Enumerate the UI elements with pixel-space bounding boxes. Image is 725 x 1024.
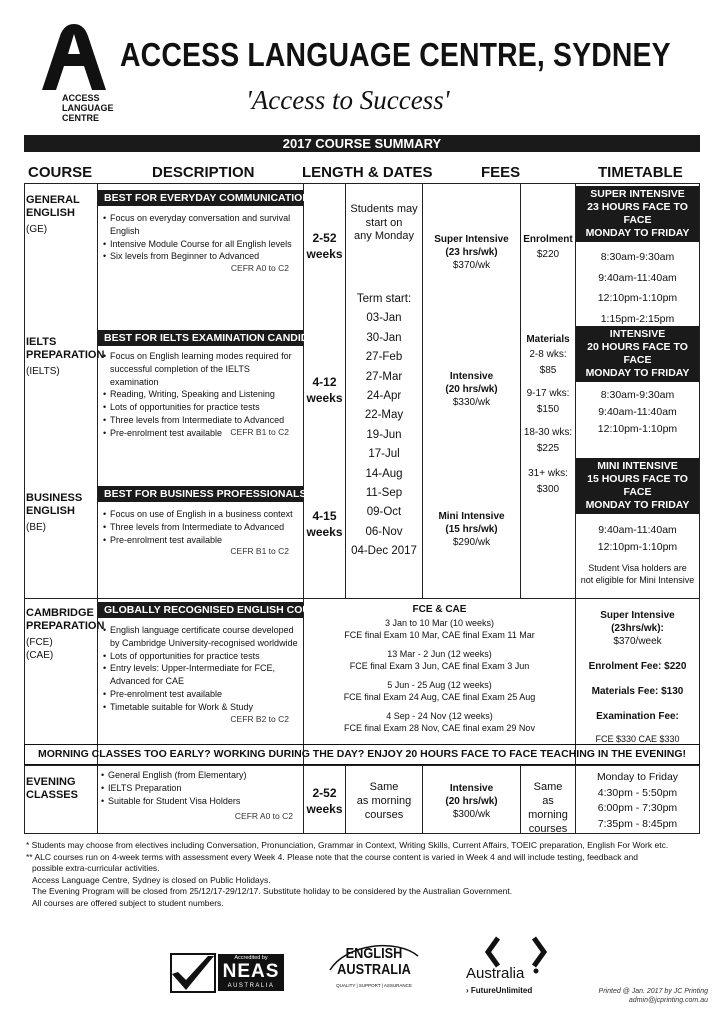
desc-evening — [100, 769, 303, 821]
list-item: • Focus on everyday conversation and survival English — [102, 212, 299, 238]
timetable-intensive — [576, 326, 699, 438]
list-item: 03-Jan — [366, 312, 402, 325]
timetable-super-head: SUPER INTENSIVE 23 HOURS FACE TO FACE MONDAY TO FRIDAY — [576, 186, 699, 242]
list-item: • Pre-enrolment test available — [102, 534, 299, 547]
enrolment-fee: Enrolment $220 — [523, 234, 573, 260]
footnotes — [26, 840, 706, 909]
list-item: • Focus on use of English in a business context — [102, 508, 299, 521]
divider — [24, 765, 700, 766]
course-be: BUSINESS ENGLISH (BE) — [26, 492, 83, 533]
evening-times: Monday to Friday 4:30pm - 5:50pm 6:00pm - 7:30pm 7:35pm - 8:45pm — [596, 771, 679, 830]
checkmark-icon — [170, 952, 216, 994]
evening-same-1: Same as morning courses — [356, 781, 412, 821]
timetable-mini — [576, 458, 699, 586]
printed-credit: Printed @ Jan. 2017 by JC Printing admin@jcprinting.com.au — [598, 988, 708, 1004]
col-timetable: TIMETABLE — [598, 164, 683, 181]
divider — [24, 183, 700, 184]
note: ** ALC courses run on 4-week terms with assessment every Week 4. Please note that the course content is varied in Week 4 and will include testing, feedback and — [26, 851, 639, 862]
col-fees: FEES — [481, 164, 521, 181]
list-item: 12:10pm-1:10pm — [597, 292, 678, 304]
desc-cambridge — [98, 602, 332, 724]
length-be: 4-15 weeks — [306, 509, 343, 539]
access-logo-icon — [36, 18, 112, 104]
divider — [24, 183, 25, 833]
list-item: 27-Mar — [365, 370, 403, 383]
list-item: • Three levels from Intermediate to Advanced — [102, 414, 299, 427]
list-item: • General English (from Elementary) — [100, 769, 303, 782]
list-item: 12:10pm-1:10pm — [597, 541, 678, 553]
col-description: DESCRIPTION — [152, 164, 255, 181]
banner-ielts: BEST FOR IELTS EXAMINATION CANDIDATES — [98, 330, 303, 346]
dates-intro: Students may start on any Monday — [350, 203, 418, 242]
slogan: 'Access to Success' — [246, 85, 450, 115]
desc-be — [98, 486, 307, 557]
list-item: 11-Sep — [365, 487, 403, 500]
list-item: 9:40am-11:40am — [598, 524, 677, 536]
list-item: 14-Aug — [365, 467, 403, 480]
banner-be: BEST FOR BUSINESS PROFESSIONALS — [98, 486, 303, 502]
timetable-mini-head: MINI INTENSIVE 15 HOURS FACE TO FACE MONDAY TO FRIDAY — [576, 458, 699, 514]
col-length: LENGTH & DATES — [302, 164, 433, 181]
list-item: 9:40am-11:40am — [598, 271, 677, 284]
list-item: 17-Jul — [368, 448, 400, 461]
list-item: • Lots of opportunities for practice tests — [102, 650, 299, 663]
logo-text: ACCESS LANGUAGE CENTRE — [62, 93, 114, 123]
list-item: • Entry levels: Upper-Intermediate for FCE, Advanced for CAE — [102, 662, 299, 688]
list-item: • Suitable for Student Visa Holders — [100, 795, 303, 808]
cefr-level: CEFR A0 to C2 — [234, 811, 293, 822]
note: All courses are offered subject to student numbers. — [32, 897, 224, 908]
list-item: 09-Oct — [366, 506, 402, 519]
list-item: 9:40am-11:40am — [598, 406, 677, 418]
list-item: 19-Jun — [366, 428, 402, 441]
length-ielts: 4-12 weeks — [306, 375, 343, 405]
course-ge: GENERAL ENGLISH (GE) — [26, 194, 80, 235]
course-evening: EVENING CLASSES — [26, 776, 78, 801]
banner-cambridge: GLOBALLY RECOGNISED ENGLISH COURSE — [98, 602, 303, 618]
cambridge-fees: Super Intensive (23hrs/wk): $370/week Enrolment Fee: $220 Materials Fee: $130 Examination Fee: FCE $330 CAE $330 — [588, 610, 687, 744]
list-item: 30-Jan — [366, 331, 402, 344]
length-ge: 2-52 weeks — [306, 231, 343, 261]
col-course: COURSE — [28, 164, 93, 181]
page-title: ACCESS LANGUAGE CENTRE, SYDNEY — [120, 36, 671, 73]
cefr-level: CEFR B1 to C2 — [230, 426, 289, 437]
list-item: 8:30am-9:30am — [600, 251, 675, 263]
timetable-super — [576, 186, 699, 329]
timetable-intensive-head: INTENSIVE 20 HOURS FACE TO FACE MONDAY TO FRIDAY — [576, 326, 699, 382]
course-ielts: IELTS PREPARATION (IELTS) — [26, 336, 105, 377]
list-item: • IELTS Preparation — [100, 782, 303, 795]
fee-evening: Intensive (20 hrs/wk) $300/wk — [445, 783, 498, 820]
note: possible extra-curricular activities. — [32, 863, 160, 873]
list-item: 1:15pm-2:15pm — [600, 312, 675, 325]
list-item: 22-May — [364, 409, 404, 422]
list-item: • Lots of opportunities for practice tests — [102, 401, 299, 414]
cambridge-sessions: FCE & CAE 3 Jan to 10 Mar (10 weeks) FCE final Exam 10 Mar, CAE final Exam 11 Mar 13 Mar - 2 Jun (12 weeks) FCE final Exam 3 Jun, CAE final Exam 3 Jun 5 Jun - 25 Aug (12 weeks) FCE final Exam 24 Aug, CAE final Exam 25 Aug 4 Sep - 24 Nov (12 weeks) FCE final Exam 28 Nov, CAE final exam 29 Nov — [343, 604, 536, 733]
cefr-level: CEFR A0 to C2 — [230, 263, 289, 274]
term-dates — [346, 290, 422, 562]
list-item: 06-Nov — [365, 525, 403, 538]
list-item: • Pre-enrolment test available — [102, 427, 299, 440]
list-item: 27-Feb — [365, 351, 403, 364]
note: The Evening Program will be closed from 25/12/17-29/12/17. Substitute holiday to be considered by the Australian Government. — [32, 886, 513, 896]
divider — [24, 833, 700, 834]
summary-title: 2017 COURSE SUMMARY — [24, 135, 700, 152]
materials-fee: Materials 2-8 wks: $85 9-17 wks: $150 18-30 wks: $225 31+ wks: $300 — [523, 334, 573, 495]
list-item: • Reading, Writing, Speaking and Listening — [102, 388, 299, 401]
english-australia-logo: ENGLISH AUSTRALIA QUALITY | SUPPORT | ASSURANCE — [324, 946, 424, 990]
cefr-level: CEFR B2 to C2 — [230, 713, 289, 724]
list-item: • English language certificate course developed by Cambridge University-recognised worldwide — [102, 624, 299, 650]
desc-ge — [98, 190, 310, 274]
list-item: • Focus on English learning modes required for successful completion of the IELTS examination — [102, 350, 299, 388]
mini-note: Student Visa holders are not eligible for Mini Intensive — [580, 563, 695, 585]
list-item: 04-Dec 2017 — [351, 545, 417, 558]
list-item: 24-Apr — [366, 390, 402, 403]
neas-logo: Accredited by NEAS AUSTRALIA — [170, 952, 285, 994]
fee-be: Mini Intensive (15 hrs/wk) $290/wk — [438, 511, 505, 548]
list-item: 8:30am-9:30am — [600, 389, 675, 401]
note: Access Language Centre, Sydney is closed on Public Holidays. — [32, 874, 271, 885]
evening-banner: MORNING CLASSES TOO EARLY? WORKING DURING THE DAY? ENJOY 20 HOURS FACE TO FACE TEACHING IN THE EVENING! — [24, 744, 700, 765]
list-item: • Intensive Module Course for all English levels — [102, 238, 299, 251]
note: * Students may choose from electives including Conversation, Pronunciation, Grammar in Context, Writing Skills, Current Affairs, TOEIC preparation, English For Work etc. — [26, 840, 669, 850]
divider — [24, 598, 700, 599]
list-item: • Six levels from Beginner to Advanced — [102, 250, 299, 263]
divider — [699, 183, 700, 833]
length-evening: 2-52 weeks — [306, 786, 343, 816]
cefr-level: CEFR B1 to C2 — [230, 546, 289, 557]
term-label: Term start: — [356, 293, 412, 305]
fee-ge: Super Intensive (23 hrs/wk) $370/wk — [434, 234, 509, 271]
list-item: • Pre-enrolment test available — [102, 688, 299, 701]
list-item: 12:10pm-1:10pm — [597, 423, 678, 435]
banner-ge: BEST FOR EVERYDAY COMMUNICATION — [98, 190, 303, 206]
list-item: • Timetable suitable for Work & Study — [102, 701, 299, 714]
course-cambridge: CAMBRIDGE PREPARATION (FCE) (CAE) — [26, 607, 105, 661]
evening-same-2: Same as morning courses — [528, 781, 568, 835]
list-item: • Three levels from Intermediate to Advanced — [102, 521, 299, 534]
fee-ielts: Intensive (20 hrs/wk) $330/wk — [445, 371, 498, 408]
